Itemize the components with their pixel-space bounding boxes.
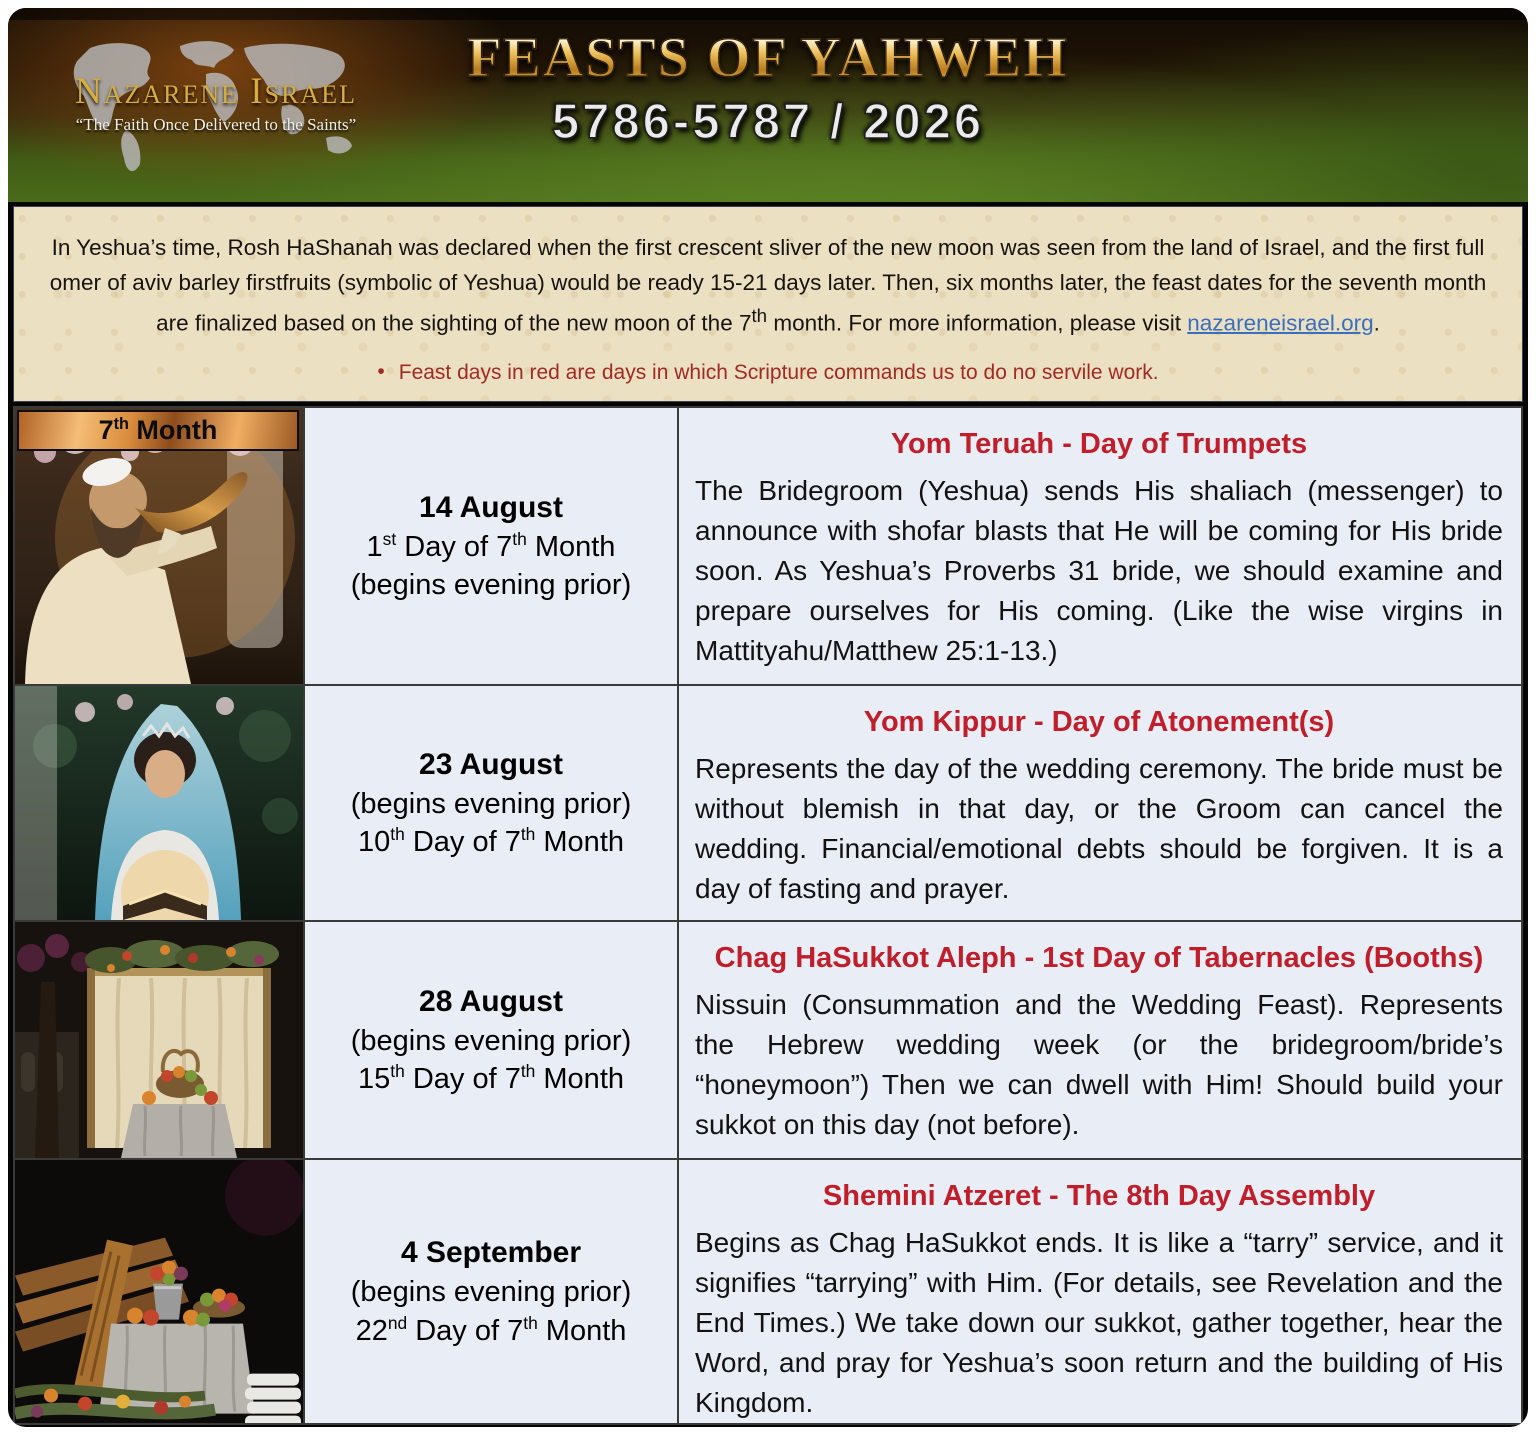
nazareneisrael-link[interactable]: nazareneisrael.org (1187, 310, 1374, 336)
feast-description: Begins as Chag HaSukkot ends. It is like a “tarry” service, and it signifies “tarrying” with Him. (For details, see Revelation and the End Times.) We take down our sukkot, gather together, hear the Word, and pray for Yeshua’s soon return and the building of His Kingdom. (695, 1227, 1503, 1419)
feast-title: Yom Teruah - Day of Trumpets (890, 428, 1308, 461)
page-title: FEASTS OF YAHWEH (467, 27, 1069, 89)
desc-cell-yom-teruah (679, 408, 1521, 684)
logo-title: Nazarene Israel (75, 71, 357, 112)
table-row-yom-teruah (15, 408, 1521, 684)
bullet-marker-icon: • (377, 360, 385, 384)
date-line: 23 August (419, 747, 563, 781)
date-line: (begins evening prior) (350, 1276, 632, 1309)
feasts-flyer (8, 8, 1528, 1427)
page-subtitle: 5786-5787 / 2026 (551, 95, 985, 149)
feast-description: The Bridegroom (Yeshua) sends His shaliach (messenger) to announce with shofar blasts that He will be coming for His bride soon. As Yeshua’s Proverbs 31 bride, we should examine and prepare ourselves for His coming. (Like the wise virgins in Mattityahu/Matthew 25:1-13.) (695, 475, 1503, 667)
seventh-month-label: 7th Month (98, 415, 218, 446)
title-block (8, 26, 1528, 150)
date-line: (begins evening prior) (350, 1024, 632, 1057)
table-row-chag-hasukkot (15, 922, 1521, 1158)
date-cell-yom-kippur (305, 686, 677, 920)
intro-panel (13, 206, 1523, 402)
feast-description: Represents the day of the wedding ceremony. The bride must be without blemish in that day, or the Groom can cancel the wedding. Financial/emotional debts should be forgiven. It is a day of fasting and prayer. (695, 753, 1503, 905)
feast-image-teardown (15, 1160, 303, 1423)
feast-description: Nissuin (Consummation and the Wedding Feast). Represents the Hebrew wedding week (or the bridegroom/bride’s “honeymoon”) Then we can dwell with Him! Should build your sukkot on this day (not before). (695, 989, 1503, 1141)
date-line: 10th Day of 7th Month (357, 824, 625, 859)
seventh-month-banner (17, 410, 299, 451)
feast-image-sukkah (15, 922, 303, 1158)
feast-title: Chag HaSukkot Aleph - 1st Day of Tabernacles (Booths) (714, 942, 1484, 975)
intro-bullet-text: Feast days in red are days in which Scripture commands us to do no servile work. (398, 361, 1159, 385)
table-row-shemini-atzeret (15, 1160, 1521, 1423)
feast-table (13, 406, 1523, 1425)
feast-title: Shemini Atzeret - The 8th Day Assembly (822, 1180, 1376, 1213)
bride-illustration (15, 686, 303, 920)
table-row-yom-kippur (15, 686, 1521, 920)
sukkah-teardown-illustration (15, 1160, 303, 1423)
date-cell-shemini-atzeret (305, 1160, 677, 1423)
feast-image-bride (15, 686, 303, 920)
date-line: 15th Day of 7th Month (357, 1061, 625, 1096)
intro-paragraph: In Yeshua’s time, Rosh HaShanah was declared when the first crescent sliver of the new moon was seen from the land of Israel, and the first full omer of aviv barley firstfruits (symbolic of Yeshua) would be ready 15-21 days later. Then, six months later, the feast dates for the seventh month are finalized based on the sighting of the new moon of the 7th month. For more information, please visit nazareneisrael.org. (49, 235, 1487, 336)
date-line: 28 August (419, 984, 563, 1018)
date-line: (begins evening prior) (350, 787, 632, 820)
desc-cell-shemini-atzeret (679, 1160, 1521, 1423)
desc-cell-chag-hasukkot (679, 922, 1521, 1158)
date-line: 4 September (400, 1236, 582, 1270)
header-banner (8, 8, 1528, 202)
date-line: 14 August (419, 490, 563, 524)
desc-cell-yom-kippur (679, 686, 1521, 920)
date-line: (begins evening prior) (350, 569, 632, 602)
sukkah-illustration (15, 922, 303, 1158)
date-line: 1st Day of 7th Month (366, 528, 616, 563)
date-cell-yom-teruah (305, 408, 677, 684)
date-line: 22nd Day of 7th Month (355, 1312, 627, 1347)
date-cell-chag-hasukkot (305, 922, 677, 1158)
feast-image-shofar (15, 408, 303, 684)
intro-bullet (44, 361, 1492, 385)
feast-title: Yom Kippur - Day of Atonement(s) (863, 706, 1335, 739)
logo-tagline: “The Faith Once Delivered to the Saints” (75, 115, 357, 134)
